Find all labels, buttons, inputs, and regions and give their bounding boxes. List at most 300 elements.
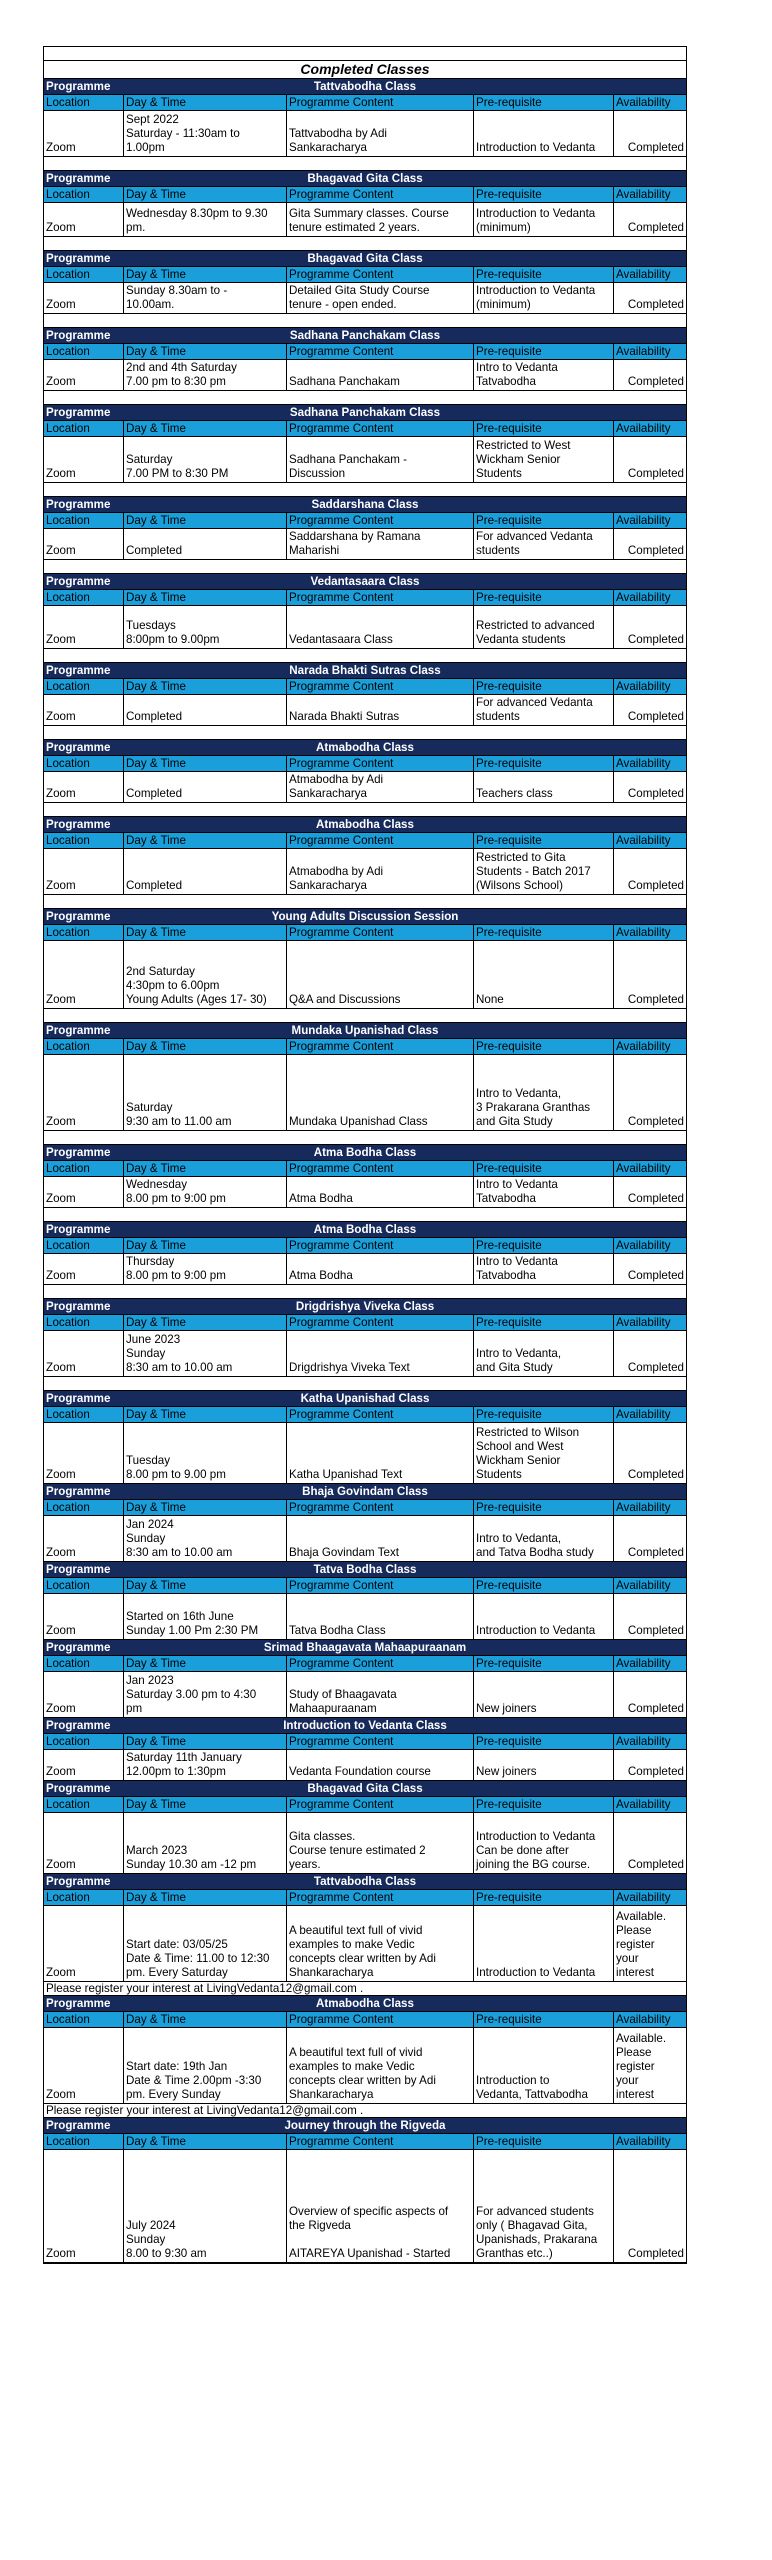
content-header: Programme Content — [287, 1578, 474, 1593]
programme-name: Young Adults Discussion Session — [271, 910, 459, 923]
programme-label: Programme — [46, 406, 111, 419]
programme-label: Programme — [46, 664, 111, 677]
class-section — [44, 2118, 686, 2263]
column-header-row — [44, 833, 686, 849]
column-header-row — [44, 1890, 686, 1906]
location-cell: Zoom — [44, 849, 124, 894]
location-cell: Zoom — [44, 283, 124, 313]
availability-header: Availability — [616, 96, 671, 109]
programme-name: Atmabodha Class — [316, 1997, 414, 2010]
availability-header: Availability — [616, 514, 671, 527]
location-cell: Zoom — [44, 1055, 124, 1130]
programme-label: Programme — [46, 910, 111, 923]
availability-cell: Available. Please register your interest — [616, 1910, 667, 1979]
programme-header-row — [44, 1484, 686, 1500]
day-time-cell: Completed — [124, 695, 287, 725]
availability-cell: Completed — [627, 1269, 684, 1282]
day-time-cell: Sept 2022 Saturday - 11:30am to 1.00pm — [124, 111, 287, 156]
prereq-cell: Introduction to Vedanta (minimum) — [474, 203, 614, 236]
class-row — [44, 529, 686, 560]
prereq-cell: For advanced Vedanta students — [474, 529, 614, 559]
availability-cell: Completed — [627, 1765, 684, 1778]
class-row — [44, 1423, 686, 1484]
content-header: Programme Content — [287, 833, 474, 848]
content-header: Programme Content — [287, 1500, 474, 1515]
day-time-cell: Wednesday 8.30pm to 9.30 pm. — [124, 203, 287, 236]
day-time-header: Day & Time — [124, 1238, 287, 1253]
programme-name: Bhaja Govindam Class — [302, 1485, 428, 1498]
register-note: Please register your interest at LivingVedanta12@gmail.com . — [44, 1982, 686, 1996]
prereq-cell: Restricted to West Wickham Senior Students — [474, 437, 614, 482]
location-cell: Zoom — [44, 111, 124, 156]
day-time-header: Day & Time — [124, 1039, 287, 1054]
spacer-row — [44, 1377, 686, 1391]
programme-label: Programme — [46, 1024, 111, 1037]
availability-header: Availability — [616, 188, 671, 201]
class-section — [44, 1996, 686, 2118]
programme-name: Tattvabodha Class — [313, 80, 417, 93]
programme-header-row — [44, 1222, 686, 1238]
prereq-cell: For advanced students only ( Bhagavad Gita, Upanishads, Prakarana Granthas etc..) — [474, 2150, 614, 2262]
availability-header: Availability — [616, 926, 671, 939]
page-title: Completed Classes — [44, 61, 686, 79]
day-time-cell: Tuesdays 8:00pm to 9.00pm — [124, 606, 287, 648]
availability-header: Availability — [616, 757, 671, 770]
programme-name: Bhagavad Gita Class — [307, 1782, 423, 1795]
column-header-row — [44, 1734, 686, 1750]
class-section — [44, 1640, 686, 1718]
programme-label: Programme — [46, 1782, 111, 1795]
class-row — [44, 1254, 686, 1285]
programme-header-row — [44, 251, 686, 267]
prereq-header: Pre-requisite — [474, 1734, 614, 1749]
class-row — [44, 1516, 686, 1562]
spacer-row — [44, 314, 686, 328]
prereq-cell: New joiners — [474, 1672, 614, 1717]
content-cell: Atma Bodha — [287, 1177, 474, 1207]
location-cell: Zoom — [44, 1254, 124, 1284]
location-cell: Zoom — [44, 2028, 124, 2103]
availability-cell: Completed — [627, 879, 684, 892]
programme-label: Programme — [46, 172, 111, 185]
programme-header-row — [44, 663, 686, 679]
content-cell: Sadhana Panchakam — [287, 360, 474, 390]
content-header: Programme Content — [287, 344, 474, 359]
day-time-cell: Start date: 19th Jan Date & Time 2.00pm -3:30 pm. Every Sunday — [124, 2028, 287, 2103]
programme-name: Atmabodha Class — [316, 818, 414, 831]
programme-name: Bhagavad Gita Class — [307, 172, 423, 185]
class-row — [44, 111, 686, 157]
day-time-cell: Completed — [124, 529, 287, 559]
day-time-cell: March 2023 Sunday 10.30 am -12 pm — [124, 1813, 287, 1873]
availability-header: Availability — [616, 1891, 671, 1904]
prereq-cell: Intro to Vedanta Tatvabodha — [474, 1254, 614, 1284]
location-cell: Zoom — [44, 1516, 124, 1561]
content-cell: Drigdrishya Viveka Text — [287, 1331, 474, 1376]
prereq-cell: Intro to Vedanta, 3 Prakarana Granthas and Gita Study — [474, 1055, 614, 1130]
content-cell: Saddarshana by Ramana Maharishi — [287, 529, 474, 559]
class-row — [44, 283, 686, 314]
location-header: Location — [44, 1890, 124, 1905]
programme-label: Programme — [46, 2119, 111, 2132]
class-section — [44, 1781, 686, 1874]
programme-label: Programme — [46, 1563, 111, 1576]
column-header-row — [44, 590, 686, 606]
location-header: Location — [44, 1407, 124, 1422]
programme-header-row — [44, 740, 686, 756]
availability-header: Availability — [616, 422, 671, 435]
content-header: Programme Content — [287, 267, 474, 282]
day-time-header: Day & Time — [124, 1500, 287, 1515]
content-cell: Vedantasaara Class — [287, 606, 474, 648]
programme-name: Atma Bodha Class — [313, 1223, 417, 1236]
programme-label: Programme — [46, 1641, 111, 1654]
location-cell: Zoom — [44, 437, 124, 482]
availability-cell: Completed — [627, 544, 684, 557]
programme-label: Programme — [46, 252, 111, 265]
location-header: Location — [44, 1500, 124, 1515]
column-header-row — [44, 1500, 686, 1516]
sections-container — [44, 79, 686, 2263]
programme-label: Programme — [46, 741, 111, 754]
content-header: Programme Content — [287, 1734, 474, 1749]
programme-label: Programme — [46, 1719, 111, 1732]
day-time-cell: Saturday 11th January 12.00pm to 1:30pm — [124, 1750, 287, 1780]
programme-header-row — [44, 1996, 686, 2012]
day-time-header: Day & Time — [124, 590, 287, 605]
spacer-row — [44, 1009, 686, 1023]
location-cell: Zoom — [44, 360, 124, 390]
day-time-header: Day & Time — [124, 1656, 287, 1671]
programme-label: Programme — [46, 498, 111, 511]
programme-label: Programme — [46, 80, 111, 93]
programme-name: Atmabodha Class — [316, 741, 414, 754]
location-cell: Zoom — [44, 1331, 124, 1376]
prereq-cell: Intro to Vedanta, and Gita Study — [474, 1331, 614, 1376]
programme-name: Mundaka Upanishad Class — [291, 1024, 439, 1037]
column-header-row — [44, 187, 686, 203]
location-header: Location — [44, 187, 124, 202]
programme-header-row — [44, 574, 686, 590]
availability-cell: Completed — [627, 1468, 684, 1481]
class-row — [44, 1331, 686, 1377]
programme-name: Sadhana Panchakam Class — [289, 329, 441, 342]
location-header: Location — [44, 1578, 124, 1593]
day-time-cell: Completed — [124, 849, 287, 894]
availability-cell: Completed — [627, 1361, 684, 1374]
programme-label: Programme — [46, 575, 111, 588]
content-cell: Mundaka Upanishad Class — [287, 1055, 474, 1130]
class-row — [44, 1055, 686, 1131]
content-cell: Atma Bodha — [287, 1254, 474, 1284]
content-header: Programme Content — [287, 2134, 474, 2149]
location-header: Location — [44, 2012, 124, 2027]
prereq-header: Pre-requisite — [474, 1039, 614, 1054]
prereq-header: Pre-requisite — [474, 679, 614, 694]
programme-header-row — [44, 497, 686, 513]
availability-cell: Completed — [627, 1858, 684, 1871]
day-time-header: Day & Time — [124, 344, 287, 359]
class-section — [44, 1299, 686, 1391]
availability-cell: Completed — [627, 2247, 684, 2260]
spacer-row — [44, 157, 686, 171]
programme-name: Katha Upanishad Class — [300, 1392, 430, 1405]
prereq-cell: Intro to Vedanta, and Tatva Bodha study — [474, 1516, 614, 1561]
location-header: Location — [44, 833, 124, 848]
location-header: Location — [44, 1238, 124, 1253]
spacer-row — [44, 483, 686, 497]
location-header: Location — [44, 267, 124, 282]
day-time-cell: Start date: 03/05/25 Date & Time: 11.00 to 12:30 pm. Every Saturday — [124, 1906, 287, 1981]
content-header: Programme Content — [287, 756, 474, 771]
spacer-row — [44, 1131, 686, 1145]
availability-header: Availability — [616, 1579, 671, 1592]
class-row — [44, 849, 686, 895]
day-time-header: Day & Time — [124, 421, 287, 436]
availability-header: Availability — [616, 1501, 671, 1514]
content-header: Programme Content — [287, 1315, 474, 1330]
programme-name: Srimad Bhaagavata Mahaapuraanam — [263, 1641, 467, 1654]
programme-name: Drigdrishya Viveka Class — [295, 1300, 435, 1313]
content-cell: Gita Summary classes. Course tenure estimated 2 years. — [287, 203, 474, 236]
class-row — [44, 1906, 686, 1982]
class-section — [44, 1718, 686, 1781]
prereq-header: Pre-requisite — [474, 590, 614, 605]
prereq-header: Pre-requisite — [474, 1578, 614, 1593]
location-header: Location — [44, 2134, 124, 2149]
prereq-header: Pre-requisite — [474, 1500, 614, 1515]
availability-header: Availability — [616, 1735, 671, 1748]
content-header: Programme Content — [287, 1797, 474, 1812]
programme-name: Introduction to Vedanta Class — [283, 1719, 447, 1732]
prereq-cell: Introduction to Vedanta — [474, 1906, 614, 1981]
column-header-row — [44, 1238, 686, 1254]
content-cell: Overview of specific aspects of the Rigveda AITAREYA Upanishad - Started — [287, 2150, 474, 2262]
day-time-header: Day & Time — [124, 1407, 287, 1422]
prereq-header: Pre-requisite — [474, 344, 614, 359]
location-cell: Zoom — [44, 1813, 124, 1873]
prereq-cell: Restricted to advanced Vedanta students — [474, 606, 614, 648]
programme-label: Programme — [46, 1223, 111, 1236]
programme-label: Programme — [46, 1392, 111, 1405]
programme-header-row — [44, 1718, 686, 1734]
programme-header-row — [44, 1391, 686, 1407]
programme-header-row — [44, 405, 686, 421]
column-header-row — [44, 421, 686, 437]
availability-cell: Completed — [627, 467, 684, 480]
programme-header-row — [44, 1023, 686, 1039]
prereq-cell: Introduction to Vedanta (minimum) — [474, 283, 614, 313]
class-row — [44, 1672, 686, 1718]
class-section — [44, 1874, 686, 1996]
location-header: Location — [44, 1161, 124, 1176]
programme-header-row — [44, 1145, 686, 1161]
location-header: Location — [44, 95, 124, 110]
day-time-cell: 2nd and 4th Saturday 7.00 pm to 8:30 pm — [124, 360, 287, 390]
prereq-header: Pre-requisite — [474, 421, 614, 436]
column-header-row — [44, 1797, 686, 1813]
location-header: Location — [44, 590, 124, 605]
content-cell: Katha Upanishad Text — [287, 1423, 474, 1483]
availability-cell: Completed — [627, 787, 684, 800]
content-cell: Tattvabodha by Adi Sankaracharya — [287, 111, 474, 156]
class-section — [44, 817, 686, 909]
class-section — [44, 1562, 686, 1640]
programme-header-row — [44, 2118, 686, 2134]
programme-header-row — [44, 1781, 686, 1797]
location-header: Location — [44, 513, 124, 528]
day-time-header: Day & Time — [124, 679, 287, 694]
day-time-header: Day & Time — [124, 1797, 287, 1812]
column-header-row — [44, 1039, 686, 1055]
column-header-row — [44, 1578, 686, 1594]
content-header: Programme Content — [287, 925, 474, 940]
spacer-row — [44, 895, 686, 909]
availability-header: Availability — [616, 2013, 671, 2026]
programme-header-row — [44, 909, 686, 925]
class-section — [44, 1391, 686, 1484]
programme-header-row — [44, 817, 686, 833]
prereq-header: Pre-requisite — [474, 267, 614, 282]
content-header: Programme Content — [287, 590, 474, 605]
prereq-cell: New joiners — [474, 1750, 614, 1780]
column-header-row — [44, 2012, 686, 2028]
location-header: Location — [44, 1039, 124, 1054]
prereq-header: Pre-requisite — [474, 2134, 614, 2149]
content-cell: Narada Bhakti Sutras — [287, 695, 474, 725]
class-section — [44, 740, 686, 817]
programme-label: Programme — [46, 329, 111, 342]
day-time-header: Day & Time — [124, 187, 287, 202]
column-header-row — [44, 679, 686, 695]
prereq-header: Pre-requisite — [474, 833, 614, 848]
content-header: Programme Content — [287, 679, 474, 694]
location-cell: Zoom — [44, 1906, 124, 1981]
prereq-header: Pre-requisite — [474, 1315, 614, 1330]
programme-name: Bhagavad Gita Class — [307, 252, 423, 265]
programme-header-row — [44, 328, 686, 344]
programme-header-row — [44, 1562, 686, 1578]
prereq-cell: Introduction to Vedanta — [474, 111, 614, 156]
content-cell: Sadhana Panchakam - Discussion — [287, 437, 474, 482]
class-section — [44, 405, 686, 497]
day-time-header: Day & Time — [124, 1578, 287, 1593]
content-header: Programme Content — [287, 1161, 474, 1176]
prereq-cell: Introduction to Vedanta Can be done after joining the BG course. — [474, 1813, 614, 1873]
location-cell: Zoom — [44, 2150, 124, 2262]
day-time-header: Day & Time — [124, 1890, 287, 1905]
availability-header: Availability — [616, 1162, 671, 1175]
availability-header: Availability — [616, 1408, 671, 1421]
prereq-header: Pre-requisite — [474, 1890, 614, 1905]
day-time-header: Day & Time — [124, 513, 287, 528]
day-time-header: Day & Time — [124, 1734, 287, 1749]
availability-cell: Completed — [627, 1624, 684, 1637]
day-time-cell: July 2024 Sunday 8.00 to 9:30 am — [124, 2150, 287, 2262]
location-header: Location — [44, 756, 124, 771]
class-row — [44, 437, 686, 483]
class-section — [44, 909, 686, 1023]
content-header: Programme Content — [287, 2012, 474, 2027]
programme-name: Narada Bhakti Sutras Class — [289, 664, 441, 677]
location-header: Location — [44, 679, 124, 694]
prereq-header: Pre-requisite — [474, 1656, 614, 1671]
class-section — [44, 663, 686, 740]
day-time-cell: Wednesday 8.00 pm to 9:00 pm — [124, 1177, 287, 1207]
content-header: Programme Content — [287, 421, 474, 436]
availability-header: Availability — [616, 834, 671, 847]
day-time-header: Day & Time — [124, 2134, 287, 2149]
programme-header-row — [44, 79, 686, 95]
prereq-cell: Teachers class — [474, 772, 614, 802]
day-time-cell: Sunday 8.30am to - 10.00am. — [124, 283, 287, 313]
prereq-cell: None — [474, 941, 614, 1008]
spacer-row — [44, 649, 686, 663]
spacer-row — [44, 560, 686, 574]
day-time-header: Day & Time — [124, 1161, 287, 1176]
day-time-cell: Jan 2023 Saturday 3.00 pm to 4:30 pm — [124, 1672, 287, 1717]
class-row — [44, 695, 686, 726]
content-cell: Study of Bhaagavata Mahaapuraanam — [287, 1672, 474, 1717]
availability-header: Availability — [616, 680, 671, 693]
spacer-row — [44, 237, 686, 251]
availability-cell: Completed — [627, 633, 684, 646]
location-cell: Zoom — [44, 203, 124, 236]
class-section — [44, 574, 686, 663]
day-time-cell: Started on 16th June Sunday 1.00 Pm 2:30 PM — [124, 1594, 287, 1639]
column-header-row — [44, 2134, 686, 2150]
classes-sheet — [43, 46, 687, 2264]
availability-header: Availability — [616, 1239, 671, 1252]
content-cell: Gita classes. Course tenure estimated 2 years. — [287, 1813, 474, 1873]
programme-name: Tattvabodha Class — [313, 1875, 417, 1888]
column-header-row — [44, 1407, 686, 1423]
availability-cell: Completed — [627, 1546, 684, 1559]
location-cell: Zoom — [44, 695, 124, 725]
prereq-cell: Restricted to Wilson School and West Wickham Senior Students — [474, 1423, 614, 1483]
programme-header-row — [44, 1640, 686, 1656]
day-time-header: Day & Time — [124, 925, 287, 940]
class-row — [44, 1177, 686, 1208]
content-cell: A beautiful text full of vivid examples to make Vedic concepts clear written by Adi Shankaracharya — [287, 1906, 474, 1981]
programme-label: Programme — [46, 1300, 111, 1313]
programme-name: Tatva Bodha Class — [313, 1563, 417, 1576]
content-cell: Atmabodha by Adi Sankaracharya — [287, 849, 474, 894]
class-row — [44, 606, 686, 649]
prereq-header: Pre-requisite — [474, 2012, 614, 2027]
class-row — [44, 1813, 686, 1874]
prereq-cell: For advanced Vedanta students — [474, 695, 614, 725]
location-cell: Zoom — [44, 529, 124, 559]
location-cell: Zoom — [44, 1750, 124, 1780]
location-cell: Zoom — [44, 1594, 124, 1639]
day-time-cell: Jan 2024 Sunday 8:30 am to 10.00 am — [124, 1516, 287, 1561]
class-row — [44, 203, 686, 237]
location-header: Location — [44, 1734, 124, 1749]
day-time-header: Day & Time — [124, 2012, 287, 2027]
day-time-cell: 2nd Saturday 4:30pm to 6.00pm Young Adults (Ages 17- 30) — [124, 941, 287, 1008]
content-header: Programme Content — [287, 513, 474, 528]
availability-cell: Completed — [627, 993, 684, 1006]
class-section — [44, 251, 686, 328]
location-header: Location — [44, 421, 124, 436]
availability-header: Availability — [616, 1040, 671, 1053]
location-header: Location — [44, 344, 124, 359]
class-row — [44, 360, 686, 391]
day-time-cell: Saturday 7.00 PM to 8:30 PM — [124, 437, 287, 482]
programme-name: Saddarshana Class — [311, 498, 419, 511]
spacer-row — [44, 726, 686, 740]
